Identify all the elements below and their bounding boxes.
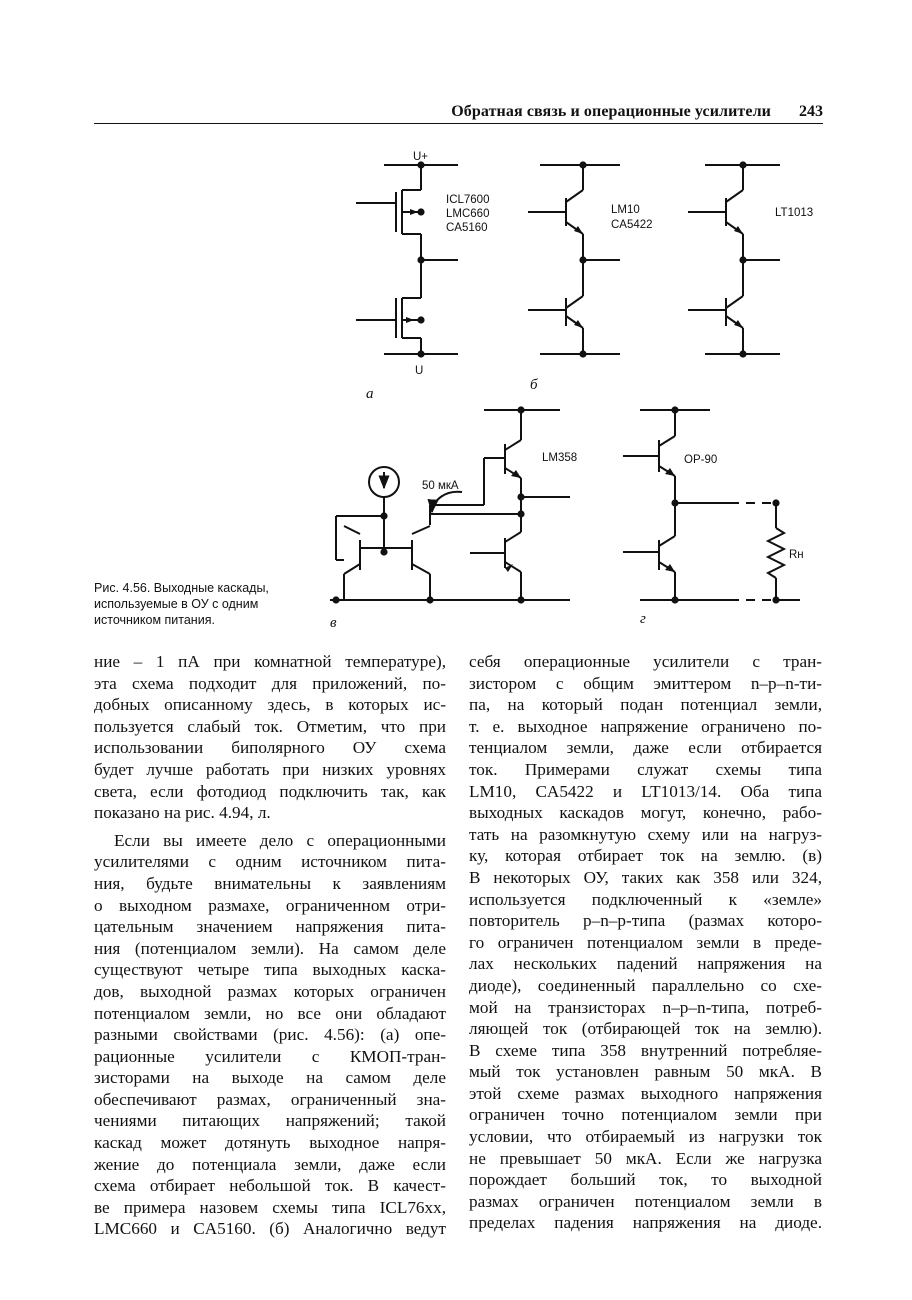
text-line: тенциалом земли, даже если отбирается	[469, 738, 822, 758]
text-line: разными свойствами (рис. 4.56): (а) опе-	[94, 1025, 446, 1045]
text-line: схема отбирает небольшой ток. В качест-	[94, 1176, 446, 1196]
text-line: порождает больший ток, то выходной	[469, 1170, 822, 1190]
text-line: используется подключенный к «земле»	[469, 889, 822, 909]
text-line: чениями питающих напряжений; такой	[94, 1111, 446, 1131]
a-label-1: ICL7600	[446, 194, 490, 206]
text-line: размах ограничен потенциалом земли в	[469, 1191, 822, 1211]
right-column	[469, 651, 822, 1234]
text-line: ве примера назовем схемы типа ICL76xx,	[94, 1197, 446, 1217]
page-number: 243	[799, 103, 823, 120]
text-line: ния (потенциалом земли). На самом деле	[94, 938, 446, 958]
text-line: па, на который подан потенциал земли,	[469, 695, 822, 715]
figure-caption: Рис. 4.56. Выходные каскады, используемые в ОУ с одним источником питания.	[94, 581, 269, 627]
text-line: мой на транзисторах n–p–n-типа, потреб-	[469, 997, 822, 1017]
load-label: Rн	[789, 549, 804, 561]
supply-negative-label: U	[415, 365, 424, 377]
a-label-2: LMC660	[446, 208, 490, 220]
text-line: ляющей ток (отбирающей ток на землю).	[469, 1019, 822, 1039]
text-line: о выходном размахе, ограниченном отри-	[94, 895, 446, 915]
text-line: тать на разомкнутую схему или на нагруз-	[469, 824, 822, 844]
text-line: ток. Примерами служат схемы типа	[469, 759, 822, 779]
b2-label: LT1013	[775, 207, 814, 219]
circuit-a-cmos	[356, 165, 458, 354]
sub-label-c: в	[330, 615, 337, 631]
text-line: дов, выходной размах которых ограничен	[94, 981, 446, 1001]
text-line: лах нескольких падений напряжения на	[469, 954, 822, 974]
text-line: го ограничен потенциалом земли в преде-	[469, 932, 822, 952]
c-label: LM358	[542, 452, 578, 464]
sub-label-b: б	[530, 377, 538, 393]
sub-label-d: г	[640, 611, 646, 627]
text-line: эта схема подходит для приложений, по-	[94, 673, 446, 693]
text-line: ния, будьте внимательны к заявлениям	[94, 873, 446, 893]
text-line: ние – 1 пА при комнатной температуре),	[94, 652, 446, 671]
text-line: зисторами на выходе на самом деле	[94, 1068, 446, 1088]
text-line: цательным значением напряжения пита-	[94, 917, 446, 937]
circuit-b2-npn	[688, 165, 780, 354]
text-line: обеспечивают размах, ограниченный зна-	[94, 1089, 446, 1109]
header-title: Обратная связь и операционные усилители	[451, 103, 771, 120]
text-line: В схеме типа 358 внутренний потребляе-	[469, 1040, 822, 1060]
text-line: не превышает 50 мкА. Если же нагрузка	[469, 1148, 822, 1168]
text-line: условии, что отбираемый из нагрузки ток	[469, 1127, 822, 1147]
text-line: ограничен точно потенциалом земли при	[469, 1105, 822, 1125]
text-line: Если вы имеете дело с операционными	[114, 830, 446, 850]
text-line: потенциалом земли, но все они обладают	[94, 1003, 446, 1023]
text-line: каскад может дотянуть выходное напря-	[94, 1133, 446, 1153]
d-label: OP-90	[684, 454, 718, 466]
text-line: LMC660 и CA5160. (б) Аналогично ведут	[94, 1219, 446, 1239]
b1-label-2: CA5422	[611, 219, 653, 231]
text-line: показано на рис. 4.94, л.	[94, 803, 271, 823]
text-line: существуют четыре типа выходных каска-	[94, 960, 446, 980]
text-line: будет лучше работать при низких уровнях	[94, 759, 446, 779]
sub-label-a: a	[366, 386, 374, 402]
text-line: рационные усилители с КМОП-тран-	[94, 1046, 446, 1066]
text-line: добных описанному здесь, в которых ис-	[94, 695, 446, 715]
a-label-3: CA5160	[446, 222, 488, 234]
text-line: т. е. выходное напряжение ограничено по-	[469, 716, 822, 736]
text-line: повторитель p–n–p-типа (размах которо-	[469, 911, 822, 931]
text-line: ку, которая отбирает ток на землю. (в)	[469, 846, 822, 866]
text-line: света, если фотодиод подключить так, как	[94, 781, 446, 801]
left-column	[94, 651, 446, 1240]
text-line: LM10, CA5422 и LT1013/14. Оба типа	[469, 781, 822, 801]
supply-positive-label: U+	[413, 151, 429, 163]
text-line: зистором с общим эмиттером n–p–n-ти-	[469, 673, 822, 693]
text-line: В некоторых ОУ, таких как 358 или 324,	[469, 867, 822, 887]
left-paragraph-2	[94, 830, 446, 1240]
circuit-b1-npn	[528, 165, 620, 354]
text-line: пользуется слабый ток. Отметим, что при	[94, 716, 446, 736]
text-line: усилителями с одним источником пита-	[94, 852, 446, 872]
figure-4-56	[0, 0, 912, 640]
text-line: себя операционные усилители с тран-	[469, 652, 822, 671]
b1-label-1: LM10	[611, 204, 640, 216]
circuit-c-lm358	[330, 410, 570, 600]
left-paragraph-1	[94, 651, 446, 824]
c-current-label: 50 мкА	[422, 480, 459, 492]
text-line: выходных каскадов могут, конечно, рабо-	[469, 803, 822, 823]
text-line: использовании биполярного ОУ схема	[94, 738, 446, 758]
text-line: диоде), соединенный параллельно со схе-	[469, 975, 822, 995]
text-line: этой схеме размах выходного напряжения	[469, 1083, 822, 1103]
text-line: пределах падения напряжения на диоде.	[469, 1213, 822, 1233]
text-line: жение до потенциала земли, даже если	[94, 1154, 446, 1174]
text-line: мый ток установлен равным 50 мкА. В	[469, 1062, 822, 1082]
